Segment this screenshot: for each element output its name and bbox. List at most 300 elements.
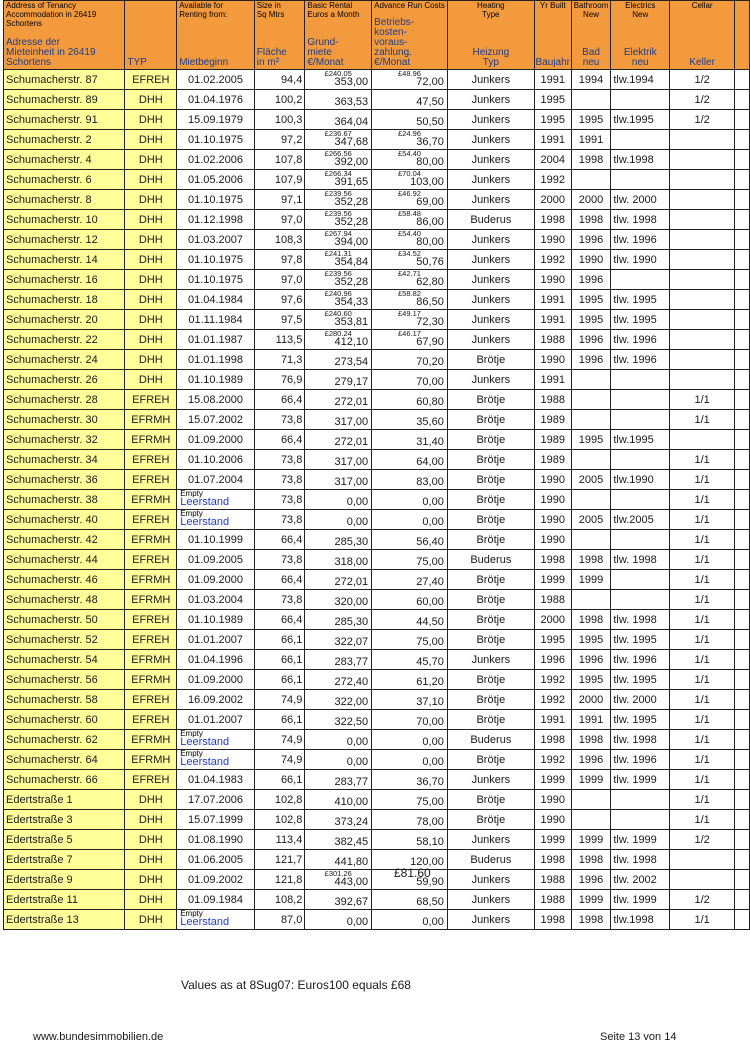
cellar-cell (670, 850, 735, 870)
year-built-cell: 1990 (534, 790, 571, 810)
cost-value: 47,50 (416, 96, 444, 108)
electrics-new-cell (611, 390, 670, 410)
spacer-cell (735, 730, 750, 750)
spacer-cell (735, 790, 750, 810)
type-cell: DHH (125, 850, 177, 870)
exchange-rate-footnote: Values as at 8Sug07: Euros100 equals £68 (181, 978, 411, 992)
cost-value: 86,00 (416, 216, 444, 228)
basic-rent-cell (305, 310, 372, 330)
type-cell: EFRMH (125, 570, 177, 590)
heating-cell: Junkers (447, 910, 534, 930)
cost-gbp-note: £24.96 (398, 129, 421, 138)
basic-rent-cell (305, 570, 372, 590)
empty-label: Empty (180, 509, 203, 518)
rent-value: 364,04 (334, 116, 369, 128)
spacer-cell (735, 350, 750, 370)
vacant-label: Leerstand (180, 916, 230, 928)
cellar-cell: 1/1 (670, 690, 735, 710)
year-built-cell: 1999 (534, 770, 571, 790)
bathroom-new-cell: 1999 (571, 570, 611, 590)
rent-start-cell: 01.08.1990 (177, 830, 255, 850)
address-cell: Schumacherstr. 28 (4, 390, 125, 410)
size-cell: 113,5 (254, 330, 305, 350)
cellar-cell: 1/1 (670, 490, 735, 510)
size-cell: 73,8 (254, 470, 305, 490)
heating-cell: Junkers (447, 150, 534, 170)
running-costs-cell (372, 130, 448, 150)
bathroom-new-cell: 1991 (571, 130, 611, 150)
rent-value: 272,01 (334, 576, 369, 588)
address-cell: Schumacherstr. 44 (4, 550, 125, 570)
running-costs-cell (372, 590, 448, 610)
bathroom-new-cell: 1996 (571, 650, 611, 670)
bathroom-new-cell: 1999 (571, 830, 611, 850)
cellar-cell: 1/1 (670, 630, 735, 650)
heating-cell: Junkers (447, 650, 534, 670)
rent-value: 352,28 (334, 216, 369, 228)
address-cell: Edertstraße 5 (4, 830, 125, 850)
rent-start-cell: 01.03.2004 (177, 590, 255, 610)
spacer-cell (735, 190, 750, 210)
cost-value: 60,00 (416, 596, 444, 608)
rent-value: 322,50 (334, 716, 369, 728)
bathroom-new-cell: 1998 (571, 850, 611, 870)
cost-gbp-note: £48.96 (398, 69, 421, 78)
basic-rent-cell (305, 730, 372, 750)
spacer-cell (735, 230, 750, 250)
size-cell: 66,1 (254, 670, 305, 690)
cost-value: 37,10 (416, 696, 444, 708)
cost-value: 59,90 (416, 876, 444, 888)
cost-gbp-note: £42.71 (398, 269, 421, 278)
cellar-cell: 1/1 (670, 770, 735, 790)
spacer-cell (735, 910, 750, 930)
bathroom-new-cell (571, 390, 611, 410)
rent-value: 392,00 (334, 156, 369, 168)
running-costs-cell (372, 310, 448, 330)
rent-start-cell: 01.09.2000 (177, 570, 255, 590)
rent-start-cell: 01.09.2005 (177, 550, 255, 570)
heating-cell: Buderus (447, 210, 534, 230)
size-cell: 107,8 (254, 150, 305, 170)
bathroom-new-cell: 1995 (571, 430, 611, 450)
electrics-new-cell (611, 590, 670, 610)
header-english: Electrics New (625, 1, 656, 19)
year-built-cell: 2000 (534, 190, 571, 210)
cost-value: 0,00 (422, 736, 444, 748)
cost-value: 27,40 (416, 576, 444, 588)
cellar-cell (670, 150, 735, 170)
type-cell: DHH (125, 150, 177, 170)
spacer-cell (735, 410, 750, 430)
basic-rent-cell (305, 610, 372, 630)
electrics-new-cell: tlw. 1999 (611, 830, 670, 850)
rent-value: 0,00 (346, 516, 369, 528)
size-cell: 66,1 (254, 650, 305, 670)
rent-value: 392,67 (334, 896, 369, 908)
size-cell: 74,9 (254, 750, 305, 770)
rent-value: 322,00 (334, 696, 369, 708)
running-costs-cell (372, 470, 448, 490)
type-cell: EFREH (125, 550, 177, 570)
type-cell: DHH (125, 890, 177, 910)
electrics-new-cell: tlw. 1996 (611, 230, 670, 250)
bathroom-new-cell: 1998 (571, 210, 611, 230)
table-row (4, 290, 750, 310)
running-costs-cell (372, 230, 448, 250)
cost-value: 61,20 (416, 676, 444, 688)
year-built-cell: 1989 (534, 430, 571, 450)
spacer-cell (735, 310, 750, 330)
basic-rent-cell (305, 770, 372, 790)
address-cell: Edertstraße 9 (4, 870, 125, 890)
cost-gbp-note: £49.17 (398, 309, 421, 318)
cost-value: 0,00 (422, 516, 444, 528)
address-cell: Schumacherstr. 18 (4, 290, 125, 310)
column-header (571, 1, 611, 70)
heating-cell: Brötje (447, 450, 534, 470)
year-built-cell: 1990 (534, 470, 571, 490)
rent-gbp-note: £240.96 (324, 289, 352, 298)
heating-cell: Junkers (447, 770, 534, 790)
bathroom-new-cell (571, 90, 611, 110)
rental-table-sheet (3, 0, 750, 930)
type-cell: EFRMH (125, 490, 177, 510)
electrics-new-cell: tlw. 1998 (611, 850, 670, 870)
basic-rent-cell (305, 670, 372, 690)
table-row (4, 830, 750, 850)
spacer-cell (735, 650, 750, 670)
type-cell: EFRMH (125, 750, 177, 770)
electrics-new-cell (611, 370, 670, 390)
electrics-new-cell: tlw. 1995 (611, 310, 670, 330)
table-row (4, 570, 750, 590)
address-cell: Schumacherstr. 16 (4, 270, 125, 290)
vacant-label: Leerstand (180, 516, 230, 528)
header-english: Advance Run Costs (374, 1, 445, 10)
bathroom-new-cell: 1995 (571, 110, 611, 130)
type-cell: EFRMH (125, 730, 177, 750)
rent-start-cell: 15.09.1979 (177, 110, 255, 130)
rent-start-cell: 01.10.1975 (177, 130, 255, 150)
size-cell: 97,0 (254, 270, 305, 290)
spacer-cell (735, 430, 750, 450)
address-cell: Schumacherstr. 89 (4, 90, 125, 110)
cost-value: 75,00 (416, 796, 444, 808)
size-cell: 97,8 (254, 250, 305, 270)
electrics-new-cell: tlw. 2000 (611, 190, 670, 210)
year-built-cell: 1988 (534, 890, 571, 910)
electrics-new-cell (611, 790, 670, 810)
spacer-cell (735, 890, 750, 910)
table-row (4, 550, 750, 570)
bathroom-new-cell: 1998 (571, 550, 611, 570)
table-row (4, 610, 750, 630)
year-built-cell: 2004 (534, 150, 571, 170)
rent-start-cell: 01.10.1989 (177, 610, 255, 630)
header-german: Mietbeginn (179, 57, 229, 68)
heating-cell: Junkers (447, 130, 534, 150)
cost-value: 86,50 (416, 296, 444, 308)
cellar-cell: 1/1 (670, 530, 735, 550)
spacer-cell (735, 330, 750, 350)
running-costs-cell (372, 290, 448, 310)
cost-value: 80,00 (416, 156, 444, 168)
cellar-cell (670, 430, 735, 450)
spacer-cell (735, 390, 750, 410)
spacer-cell (735, 770, 750, 790)
year-built-cell: 1995 (534, 90, 571, 110)
electrics-new-cell: tlw.1998 (611, 910, 670, 930)
electrics-new-cell: tlw. 1998 (611, 730, 670, 750)
basic-rent-cell (305, 470, 372, 490)
electrics-new-cell (611, 130, 670, 150)
rent-value: 320,00 (334, 596, 369, 608)
year-built-cell: 1991 (534, 130, 571, 150)
electrics-new-cell: tlw.1994 (611, 70, 670, 90)
rent-start-cell: 01.11.1984 (177, 310, 255, 330)
rent-start-cell: 01.10.1975 (177, 250, 255, 270)
year-built-cell: 1996 (534, 650, 571, 670)
electrics-new-cell: tlw. 1996 (611, 350, 670, 370)
type-cell: EFRMH (125, 530, 177, 550)
bathroom-new-cell: 1994 (571, 70, 611, 90)
size-cell: 66,4 (254, 530, 305, 550)
rent-value: 317,00 (334, 476, 369, 488)
cellar-cell (670, 290, 735, 310)
type-cell: EFREH (125, 390, 177, 410)
basic-rent-cell (305, 250, 372, 270)
spacer-cell (735, 510, 750, 530)
year-built-cell: 1990 (534, 530, 571, 550)
heating-cell: Junkers (447, 330, 534, 350)
table-row (4, 350, 750, 370)
cost-value: 70,20 (416, 356, 444, 368)
type-cell: EFREH (125, 770, 177, 790)
year-built-cell: 1998 (534, 730, 571, 750)
spacer-cell (735, 590, 750, 610)
rent-start-cell: 01.12.1998 (177, 210, 255, 230)
bathroom-new-cell: 1995 (571, 630, 611, 650)
year-built-cell: 1992 (534, 250, 571, 270)
rent-value: 285,30 (334, 536, 369, 548)
rent-start-cell: 01.04.1996 (177, 650, 255, 670)
heating-cell: Junkers (447, 250, 534, 270)
running-costs-cell (372, 730, 448, 750)
cost-value: 58,10 (416, 836, 444, 848)
spacer-cell (735, 450, 750, 470)
rent-start-cell (177, 490, 255, 510)
size-cell: 100,3 (254, 110, 305, 130)
spacer-cell (735, 750, 750, 770)
table-row (4, 270, 750, 290)
running-costs-cell (372, 550, 448, 570)
size-cell: 66,1 (254, 770, 305, 790)
heating-cell: Brötje (447, 710, 534, 730)
size-cell: 66,1 (254, 630, 305, 650)
running-costs-cell (372, 890, 448, 910)
cellar-cell: 1/1 (670, 470, 735, 490)
basic-rent-cell (305, 870, 372, 890)
running-costs-cell (372, 90, 448, 110)
table-row (4, 790, 750, 810)
address-cell: Schumacherstr. 48 (4, 590, 125, 610)
rent-start-cell: 01.01.1998 (177, 350, 255, 370)
vacant-label: Leerstand (180, 496, 230, 508)
rent-start-cell: 15.07.1999 (177, 810, 255, 830)
bathroom-new-cell: 2005 (571, 470, 611, 490)
basic-rent-cell (305, 810, 372, 830)
header-german: Keller (689, 57, 715, 68)
rent-start-cell (177, 730, 255, 750)
rent-start-cell: 16.09.2002 (177, 690, 255, 710)
basic-rent-cell (305, 230, 372, 250)
spacer-cell (735, 810, 750, 830)
type-cell: EFRMH (125, 410, 177, 430)
type-cell: DHH (125, 350, 177, 370)
heating-cell: Brötje (447, 530, 534, 550)
bathroom-new-cell: 1996 (571, 870, 611, 890)
address-cell: Schumacherstr. 14 (4, 250, 125, 270)
basic-rent-cell (305, 650, 372, 670)
rent-value: 443,00 (334, 876, 369, 888)
cellar-cell: 1/1 (670, 450, 735, 470)
size-cell: 97,2 (254, 130, 305, 150)
size-cell: 66,1 (254, 710, 305, 730)
basic-rent-cell (305, 390, 372, 410)
rent-start-cell: 01.01.1987 (177, 330, 255, 350)
rent-value: 0,00 (346, 496, 369, 508)
spacer-cell (735, 130, 750, 150)
address-cell: Edertstraße 1 (4, 790, 125, 810)
address-cell: Schumacherstr. 64 (4, 750, 125, 770)
rent-start-cell: 01.01.2007 (177, 630, 255, 650)
size-cell: 66,4 (254, 430, 305, 450)
year-built-cell: 1999 (534, 570, 571, 590)
running-costs-cell (372, 430, 448, 450)
heating-cell: Brötje (447, 430, 534, 450)
running-costs-cell (372, 70, 448, 90)
header-english: Size in Sq Mtrs (256, 1, 285, 19)
running-costs-cell (372, 830, 448, 850)
basic-rent-cell (305, 450, 372, 470)
cost-value: 50,76 (416, 256, 444, 268)
size-cell: 87,0 (254, 910, 305, 930)
spacer-cell (735, 570, 750, 590)
bathroom-new-cell: 1995 (571, 670, 611, 690)
bathroom-new-cell: 1996 (571, 750, 611, 770)
rent-value: 441,80 (334, 856, 369, 868)
address-cell: Schumacherstr. 8 (4, 190, 125, 210)
type-cell: EFRMH (125, 650, 177, 670)
basic-rent-cell (305, 70, 372, 90)
spacer-cell (735, 850, 750, 870)
rent-start-cell: 01.02.2005 (177, 70, 255, 90)
table-row (4, 750, 750, 770)
spacer-cell (735, 870, 750, 890)
bathroom-new-cell: 1999 (571, 770, 611, 790)
spacer-cell (735, 670, 750, 690)
spacer-cell (735, 290, 750, 310)
cost-value: 69,00 (416, 196, 444, 208)
vacant-label: Leerstand (180, 736, 230, 748)
type-cell: EFRMH (125, 430, 177, 450)
year-built-cell: 1990 (534, 490, 571, 510)
rent-value: 283,77 (334, 656, 369, 668)
electrics-new-cell (611, 90, 670, 110)
cellar-cell: 1/1 (670, 650, 735, 670)
type-cell: DHH (125, 830, 177, 850)
cost-gbp-note: £46.17 (398, 329, 421, 338)
size-cell: 66,4 (254, 610, 305, 630)
cellar-cell (670, 310, 735, 330)
size-cell: 100,2 (254, 90, 305, 110)
rent-start-cell: 01.01.2007 (177, 710, 255, 730)
basic-rent-cell (305, 110, 372, 130)
header-german: Elektrik neu (623, 47, 657, 68)
year-built-cell: 1992 (534, 750, 571, 770)
cellar-cell: 1/2 (670, 70, 735, 90)
heating-cell: Brötje (447, 610, 534, 630)
heating-cell: Junkers (447, 310, 534, 330)
cellar-cell (670, 330, 735, 350)
header-german: Fläche in m² (256, 47, 287, 68)
address-cell: Edertstraße 3 (4, 810, 125, 830)
table-row (4, 590, 750, 610)
rent-value: 373,24 (334, 816, 369, 828)
year-built-cell: 1990 (534, 350, 571, 370)
size-cell: 97,6 (254, 290, 305, 310)
rent-gbp-note: £301.26 (324, 869, 352, 878)
electrics-new-cell: tlw. 1998 (611, 610, 670, 630)
bathroom-new-cell: 1995 (571, 310, 611, 330)
address-cell: Schumacherstr. 87 (4, 70, 125, 90)
type-cell: DHH (125, 110, 177, 130)
year-built-cell: 1998 (534, 850, 571, 870)
rent-start-cell: 01.09.2002 (177, 870, 255, 890)
year-built-cell: 1988 (534, 390, 571, 410)
year-built-cell: 1991 (534, 70, 571, 90)
size-cell: 108,2 (254, 890, 305, 910)
bathroom-new-cell: 1996 (571, 330, 611, 350)
spacer-cell (735, 610, 750, 630)
table-row (4, 210, 750, 230)
rent-value: 322,07 (334, 636, 369, 648)
size-cell: 102,8 (254, 790, 305, 810)
bathroom-new-cell: 1996 (571, 230, 611, 250)
table-row (4, 850, 750, 870)
year-built-cell: 1992 (534, 170, 571, 190)
rent-start-cell: 01.04.1983 (177, 770, 255, 790)
spacer-cell (735, 90, 750, 110)
basic-rent-cell (305, 710, 372, 730)
basic-rent-cell (305, 690, 372, 710)
electrics-new-cell: tlw.1998 (611, 150, 670, 170)
electrics-new-cell: tlw. 1995 (611, 710, 670, 730)
heating-cell: Buderus (447, 730, 534, 750)
basic-rent-cell (305, 850, 372, 870)
spacer-cell (735, 710, 750, 730)
running-costs-cell (372, 610, 448, 630)
rent-value: 363,53 (334, 96, 369, 108)
spacer-cell (735, 110, 750, 130)
heating-cell: Brötje (447, 670, 534, 690)
table-row (4, 110, 750, 130)
basic-rent-cell (305, 630, 372, 650)
basic-rent-cell (305, 490, 372, 510)
electrics-new-cell: tlw. 2002 (611, 870, 670, 890)
rent-value: 347,68 (334, 136, 369, 148)
